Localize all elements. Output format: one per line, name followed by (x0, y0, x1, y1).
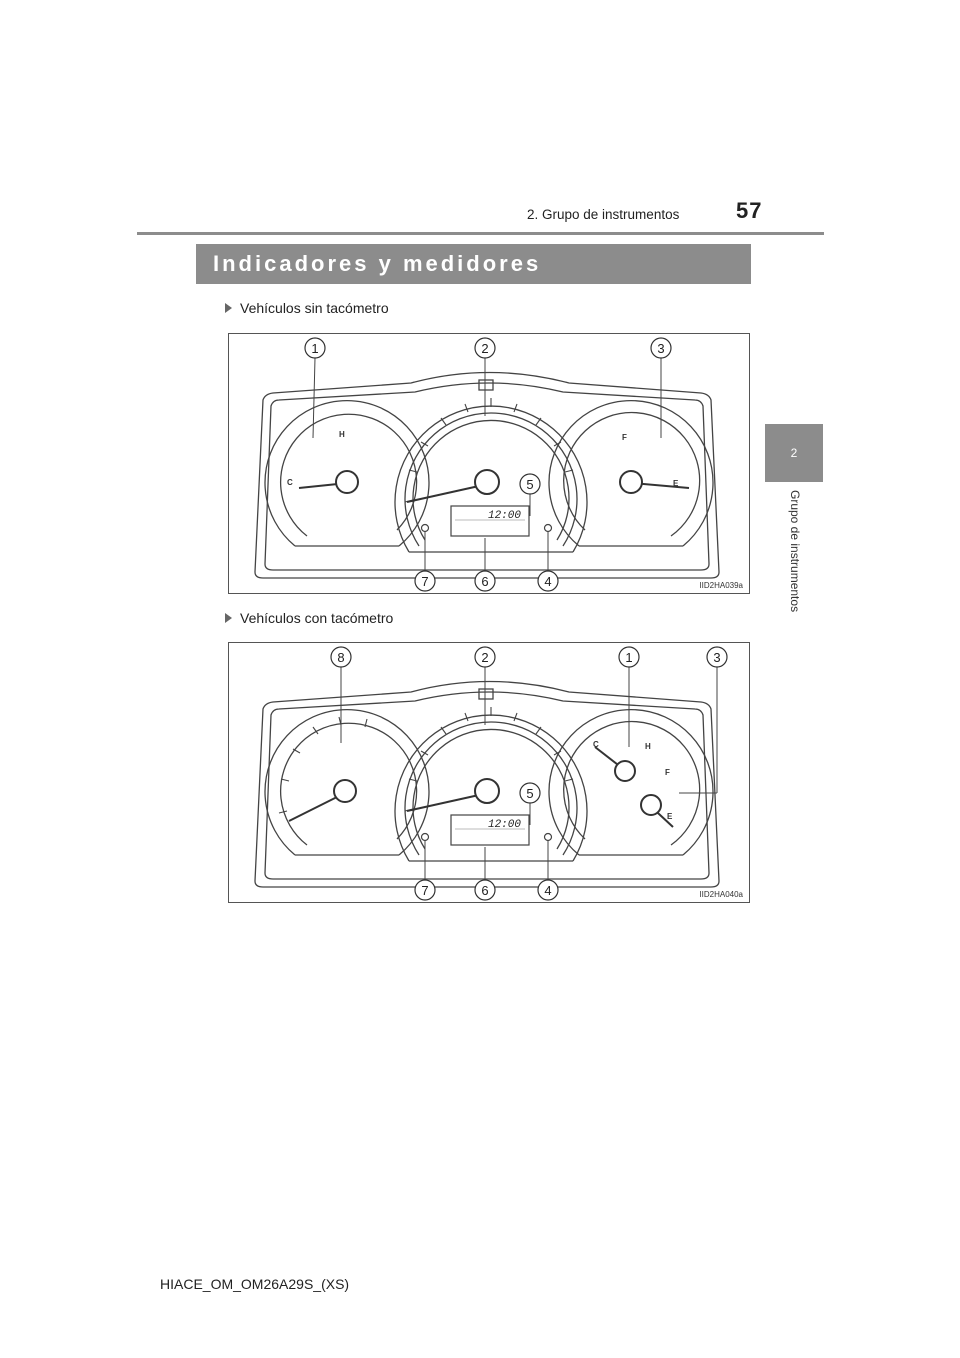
document-code: HIACE_OM_OM26A29S_(XS) (160, 1276, 350, 1292)
caption-text: Vehículos sin tacómetro (240, 300, 389, 316)
page-number: 57 (736, 198, 763, 223)
chapter-number: 2 (790, 446, 798, 460)
fuel-empty-label: E (673, 479, 679, 488)
chapter-tab (765, 424, 823, 482)
callout-4: 4 (544, 883, 552, 898)
header-rule (137, 232, 824, 235)
callout-2: 2 (481, 650, 489, 665)
temp-hot-label: H (645, 742, 651, 751)
lcd-time: 12:00 (487, 819, 521, 831)
figure-code: IID2HA040a (699, 890, 743, 899)
lcd-time: 12:00 (487, 510, 521, 522)
temp-hot-label: H (339, 430, 345, 439)
caption-with-tachometer (225, 610, 393, 626)
callout-7: 7 (421, 574, 429, 589)
cluster-illustration (229, 643, 749, 902)
temp-cold-label: C (593, 740, 599, 749)
callout-1: 1 (625, 650, 633, 665)
callout-1: 1 (311, 341, 319, 356)
temp-cold-label: C (287, 478, 293, 487)
cluster-illustration (229, 334, 749, 593)
fuel-full-label: F (622, 433, 627, 442)
figure-code: IID2HA039a (699, 581, 743, 590)
callout-6: 6 (481, 574, 489, 589)
bullet-triangle-icon (225, 613, 232, 623)
callout-7: 7 (421, 883, 429, 898)
callout-4: 4 (544, 574, 552, 589)
caption-without-tachometer (225, 300, 389, 316)
caption-text: Vehículos con tacómetro (240, 610, 394, 626)
chapter-label: Grupo de instrumentos (788, 490, 802, 613)
fuel-empty-label: E (667, 812, 673, 821)
callout-5: 5 (526, 477, 534, 492)
bullet-triangle-icon (225, 303, 232, 313)
callout-3: 3 (657, 341, 665, 356)
callout-3: 3 (713, 650, 721, 665)
callout-8: 8 (337, 650, 345, 665)
callout-6: 6 (481, 883, 489, 898)
callout-2: 2 (481, 341, 489, 356)
page-title: Indicadores y medidores (196, 244, 751, 284)
fuel-full-label: F (665, 768, 670, 777)
instrument-cluster-figure-1 (228, 333, 750, 594)
section-title: 2. Grupo de instrumentos (527, 207, 680, 222)
instrument-cluster-figure-2 (228, 642, 750, 903)
callout-5: 5 (526, 786, 534, 801)
